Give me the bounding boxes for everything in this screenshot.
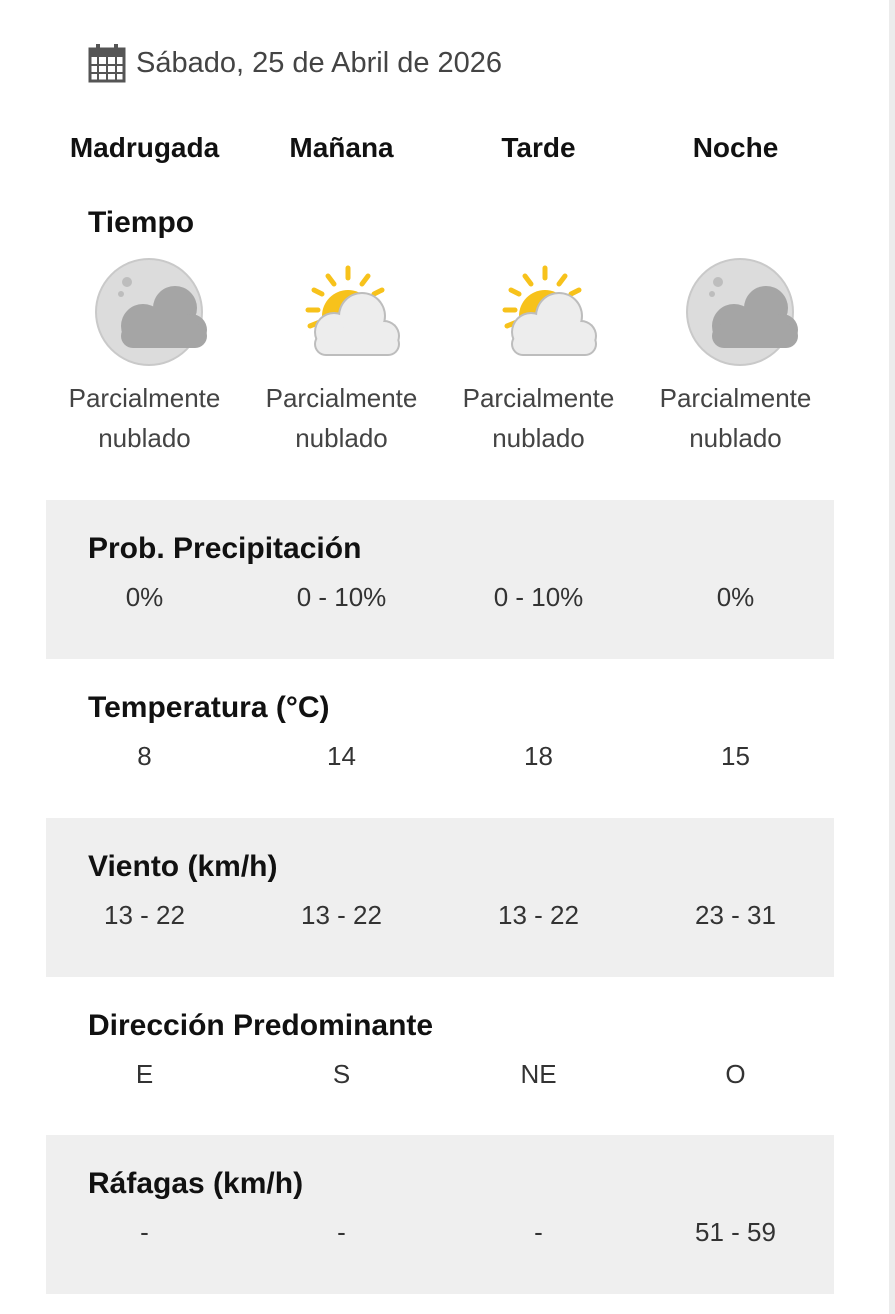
weather-desc-line1: Parcialmente xyxy=(265,383,418,413)
value-manana: 14 xyxy=(327,741,356,771)
weather-desc-line2: nublado xyxy=(98,423,191,453)
weather-desc-line1: Parcialmente xyxy=(659,383,812,413)
section-title: Dirección Predominante xyxy=(88,1009,434,1042)
value-tarde: 18 xyxy=(524,741,553,771)
weather-desc-manana xyxy=(243,378,440,458)
weather-title: Tiempo xyxy=(88,206,195,239)
value-noche: 23 - 31 xyxy=(695,900,776,930)
value-manana: - xyxy=(337,1217,346,1247)
section-title: Viento (km/h) xyxy=(88,850,278,883)
weather-icon-manana xyxy=(243,258,440,373)
weather-desc-line2: nublado xyxy=(295,423,388,453)
period-tarde: Tarde xyxy=(501,132,576,163)
night-cloud-icon xyxy=(91,258,211,368)
weather-desc-line2: nublado xyxy=(689,423,782,453)
weather-icon-madrugada xyxy=(46,258,243,373)
precipitation-section xyxy=(46,500,834,659)
night-cloud-icon xyxy=(682,258,802,368)
section-title: Temperatura (°C) xyxy=(88,691,330,724)
weather-desc-line1: Parcialmente xyxy=(68,383,221,413)
gusts-section xyxy=(46,1135,834,1294)
value-noche: 15 xyxy=(721,741,750,771)
value-manana: 0 - 10% xyxy=(296,582,387,612)
sun-cloud-icon xyxy=(288,258,408,368)
value-madrugada: 13 - 22 xyxy=(104,900,185,930)
period-header xyxy=(46,132,834,176)
period-noche: Noche xyxy=(692,132,779,163)
date-label: Sábado, 25 de Abril de 2026 xyxy=(136,46,503,79)
value-manana: 13 - 22 xyxy=(301,900,382,930)
calendar-icon xyxy=(88,43,126,83)
value-noche: 0% xyxy=(716,582,755,612)
scroll-edge xyxy=(889,0,895,1314)
value-madrugada: - xyxy=(140,1217,149,1247)
temperature-section xyxy=(46,659,834,818)
date-header xyxy=(88,40,502,86)
value-tarde: NE xyxy=(520,1059,557,1089)
value-tarde: - xyxy=(534,1217,543,1247)
value-noche: O xyxy=(725,1059,746,1089)
weather-desc-tarde xyxy=(440,378,637,458)
value-madrugada: 0% xyxy=(125,582,164,612)
weather-desc-noche xyxy=(637,378,834,458)
weather-desc-madrugada xyxy=(46,378,243,458)
weather-desc-line2: nublado xyxy=(492,423,585,453)
value-noche: 51 - 59 xyxy=(695,1217,776,1247)
value-tarde: 13 - 22 xyxy=(498,900,579,930)
value-madrugada: 8 xyxy=(137,741,152,771)
period-madrugada: Madrugada xyxy=(69,132,220,163)
section-title: Prob. Precipitación xyxy=(88,532,362,565)
value-madrugada: E xyxy=(135,1059,154,1089)
value-tarde: 0 - 10% xyxy=(493,582,584,612)
weather-icon-tarde xyxy=(440,258,637,373)
sun-cloud-icon xyxy=(485,258,605,368)
value-manana: S xyxy=(332,1059,351,1089)
period-manana: Mañana xyxy=(289,132,394,163)
direction-section xyxy=(46,977,834,1136)
weather-icons xyxy=(46,258,834,373)
section-title: Ráfagas (km/h) xyxy=(88,1167,304,1200)
weather-icon-noche xyxy=(637,258,834,373)
weather-desc-line1: Parcialmente xyxy=(462,383,615,413)
wind-section xyxy=(46,818,834,977)
